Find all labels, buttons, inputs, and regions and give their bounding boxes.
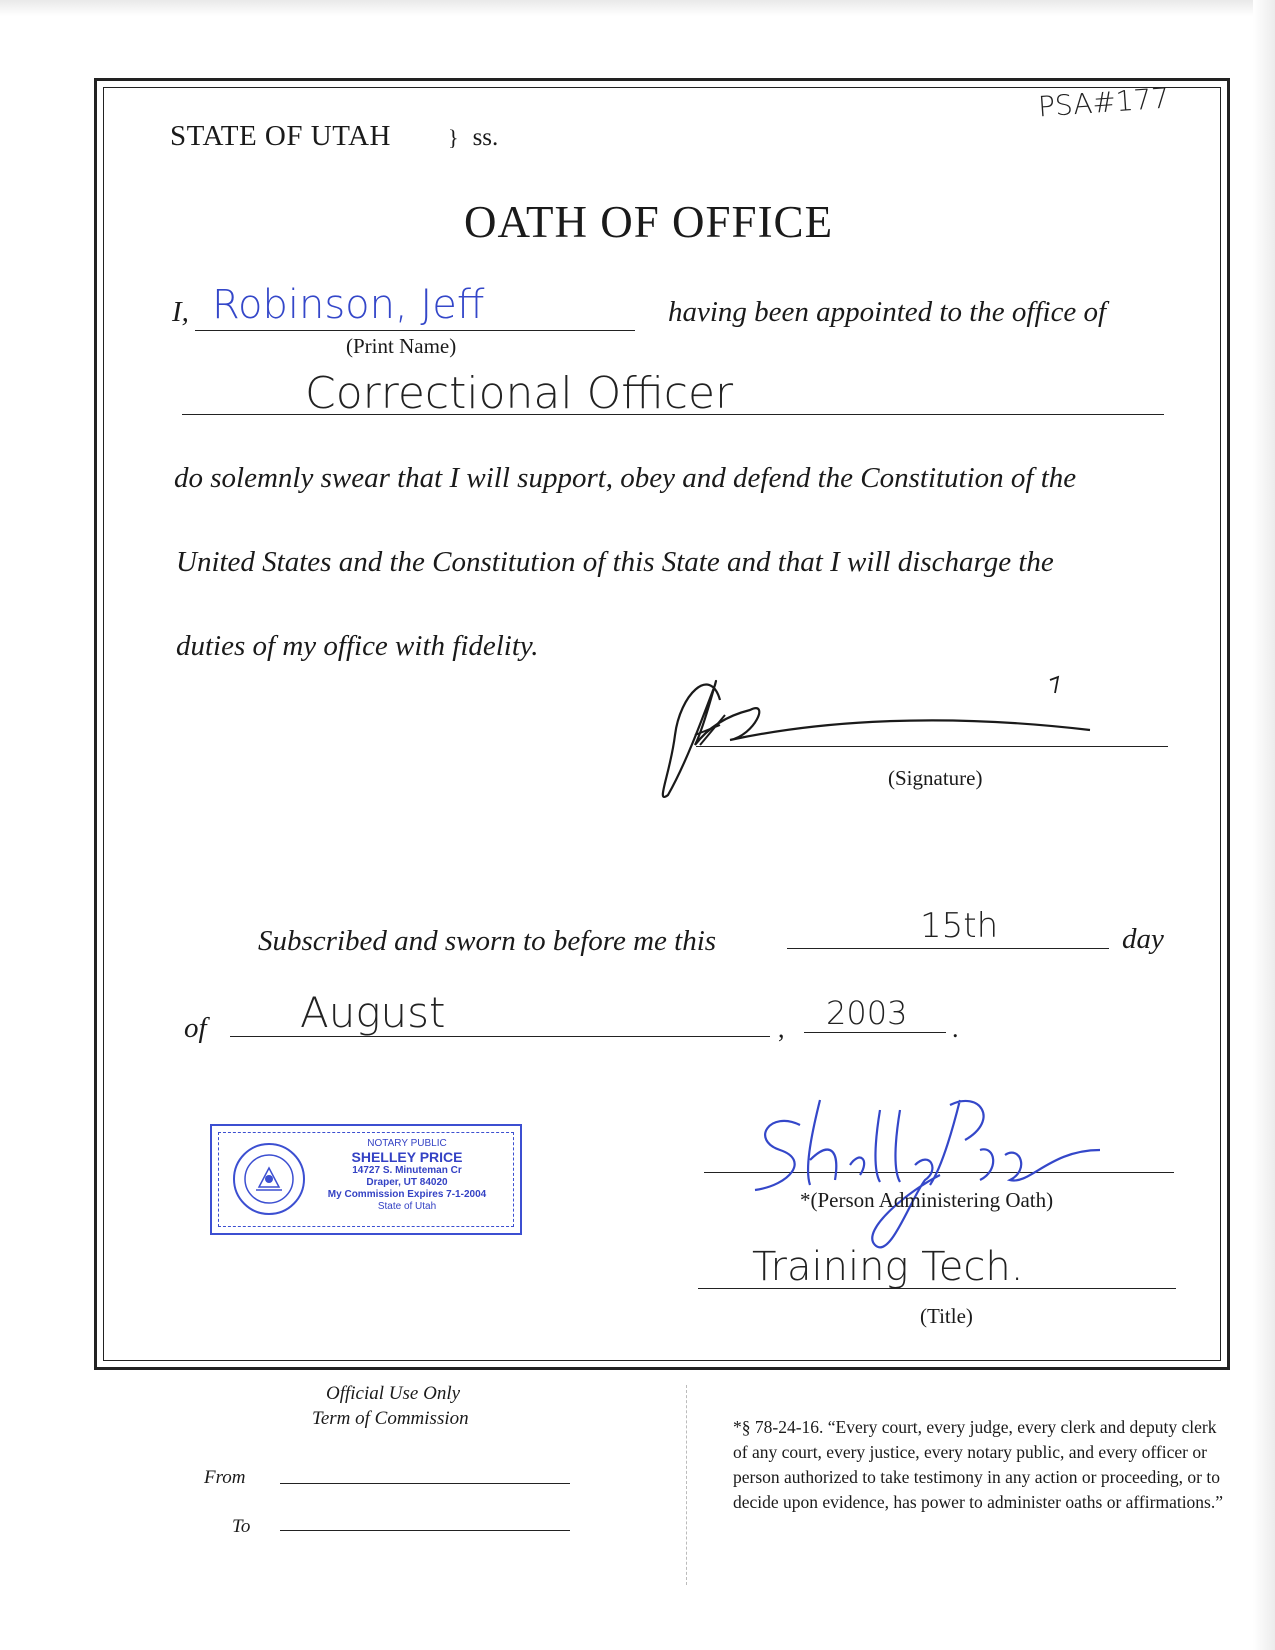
appointment-text: having been appointed to the office of: [668, 296, 1107, 328]
name-caption: (Print Name): [346, 334, 457, 358]
month-value: August: [300, 988, 446, 1037]
administrator-signature-graphic: [740, 1090, 1120, 1260]
year-value: 2003: [826, 994, 908, 1032]
reference-note: PSA#177: [1037, 81, 1171, 124]
office-value: Correctional Officer: [305, 368, 734, 419]
stamp-line-1: NOTARY PUBLIC: [367, 1138, 447, 1149]
administrator-caption: *(Person Administering Oath): [800, 1188, 1054, 1212]
year-period: .: [952, 1014, 959, 1043]
day-value: 15th: [920, 906, 999, 946]
title-caption: (Title): [920, 1304, 973, 1328]
day-word: day: [1122, 923, 1164, 955]
oath-body-line-3: duties of my office with fidelity.: [176, 630, 539, 662]
stamp-line-6: State of Utah: [377, 1201, 437, 1212]
name-line: [195, 330, 635, 331]
to-line: [280, 1530, 570, 1531]
scan-top-edge: [0, 0, 1275, 16]
from-line: [280, 1483, 570, 1484]
notary-seal-graphic: [232, 1142, 306, 1216]
stamp-line-2: SHELLEY PRICE: [351, 1149, 463, 1165]
oath-body-line-2: United States and the Constitution of this State and that I will discharge the: [176, 546, 1054, 578]
notary-stamp: [210, 1124, 522, 1235]
jurat-text: Subscribed and sworn to before me this: [258, 925, 717, 957]
scan-right-edge: [1253, 0, 1275, 1650]
title-value: Training Tech.: [752, 1244, 1024, 1290]
statute-note: *§ 78-24-16. “Every court, every judge, every clerk and deputy clerk of any court, every justice, every notary public, and every officer or person authorized to take testimony in any action or proceeding, or to decide upon evidence, has power to administer oaths or affirmations.”: [733, 1417, 1224, 1512]
month-comma: ,: [778, 1014, 785, 1043]
year-line: [804, 1032, 946, 1033]
document-title: OATH OF OFFICE: [464, 197, 834, 247]
from-label: From: [204, 1467, 246, 1488]
state-heading: STATE OF UTAH: [170, 120, 391, 152]
day-line: [787, 948, 1109, 949]
name-value: Robinson, Jeff: [212, 282, 485, 328]
venue-ss: [448, 124, 498, 152]
oath-body-line-1: do solemnly swear that I will support, obey and defend the Constitution of the: [174, 462, 1077, 494]
signature-caption: (Signature): [888, 766, 983, 790]
footer-divider: [686, 1385, 687, 1585]
stamp-text: [312, 1138, 502, 1213]
ss-label: ss.: [472, 124, 499, 151]
stamp-line-5: My Commission Expires 7-1-2004: [327, 1189, 487, 1200]
stamp-line-3: 14727 S. Minuteman Cr: [352, 1165, 462, 1176]
official-use-label: Official Use Only: [326, 1383, 461, 1404]
venue-brace: }: [448, 125, 459, 150]
to-label: To: [232, 1516, 251, 1537]
term-of-commission-label: Term of Commission: [312, 1408, 469, 1429]
of-word: of: [184, 1012, 207, 1044]
stamp-line-4: Draper, UT 84020: [366, 1177, 448, 1188]
oath-opening: I,: [172, 296, 189, 328]
